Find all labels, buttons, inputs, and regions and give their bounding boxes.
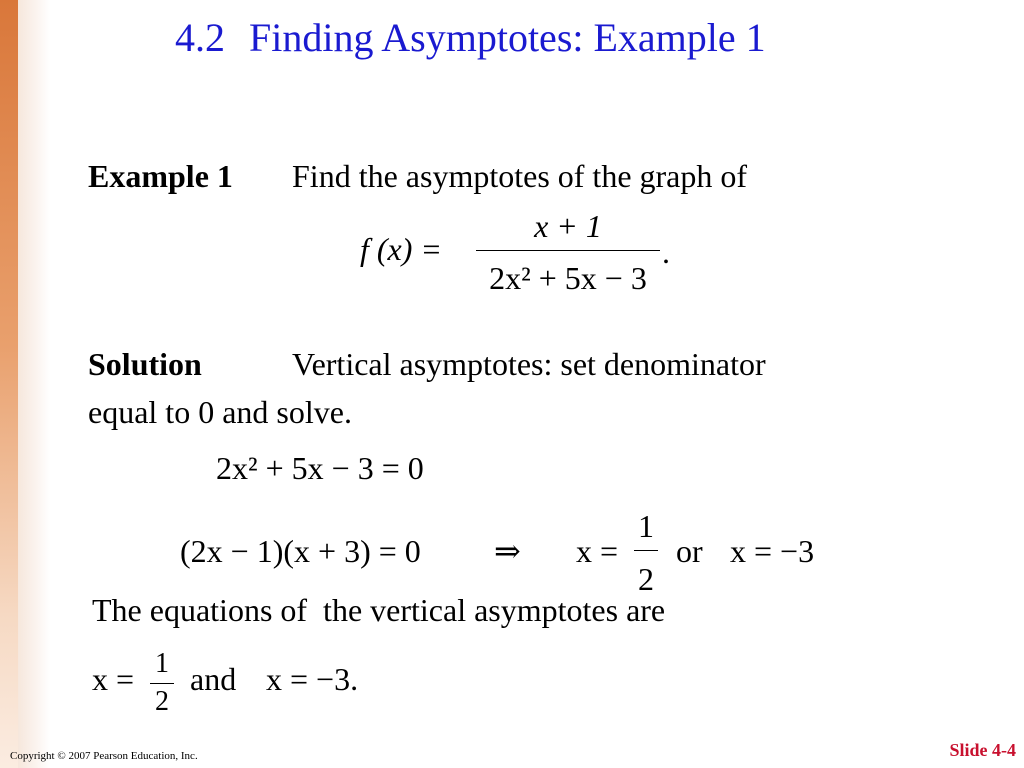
function-period: .: [662, 234, 670, 270]
solution-label: Solution: [88, 346, 202, 382]
half-fraction-bar: [634, 550, 658, 551]
implies-arrow: ⇒: [494, 533, 521, 569]
copyright-notice: Copyright © 2007 Pearson Education, Inc.: [10, 750, 198, 762]
final-half-numerator: 1: [155, 648, 169, 679]
side-accent-fade: [18, 0, 50, 768]
half-denominator: 2: [638, 561, 654, 597]
function-numerator: x + 1: [534, 208, 602, 244]
title-text: Finding Asymptotes: Example 1: [249, 15, 766, 60]
example-prompt: Find the asymptotes of the graph of: [292, 158, 748, 194]
function-fraction-bar: [476, 250, 660, 251]
or-word: or: [676, 533, 703, 569]
conclusion-text: The equations of the vertical asymptotes are: [92, 592, 666, 628]
x-neg3: x = −3: [730, 533, 815, 569]
solution-line-2: equal to 0 and solve.: [88, 394, 352, 430]
slide-number: Slide 4-4: [949, 740, 1016, 760]
final-fraction-bar: [150, 683, 174, 684]
solution-line-1: Vertical asymptotes: set denominator: [292, 346, 766, 382]
x-equals-label: x =: [576, 533, 619, 569]
function-denominator: 2x² + 5x − 3: [489, 260, 647, 296]
example-label: Example 1: [88, 158, 233, 194]
and-word: and: [190, 661, 237, 697]
function-lhs: f (x) =: [360, 231, 442, 267]
final-half-denominator: 2: [155, 686, 169, 717]
final-x-equals: x =: [92, 661, 135, 697]
slide-title: [175, 14, 766, 61]
equation-factored: (2x − 1)(x + 3) = 0: [180, 533, 421, 569]
equation-quadratic: 2x² + 5x − 3 = 0: [216, 450, 424, 486]
final-neg3: x = −3.: [266, 661, 359, 697]
section-number: 4.2: [175, 15, 225, 60]
half-numerator: 1: [638, 508, 654, 544]
side-accent-bar: [0, 0, 18, 768]
